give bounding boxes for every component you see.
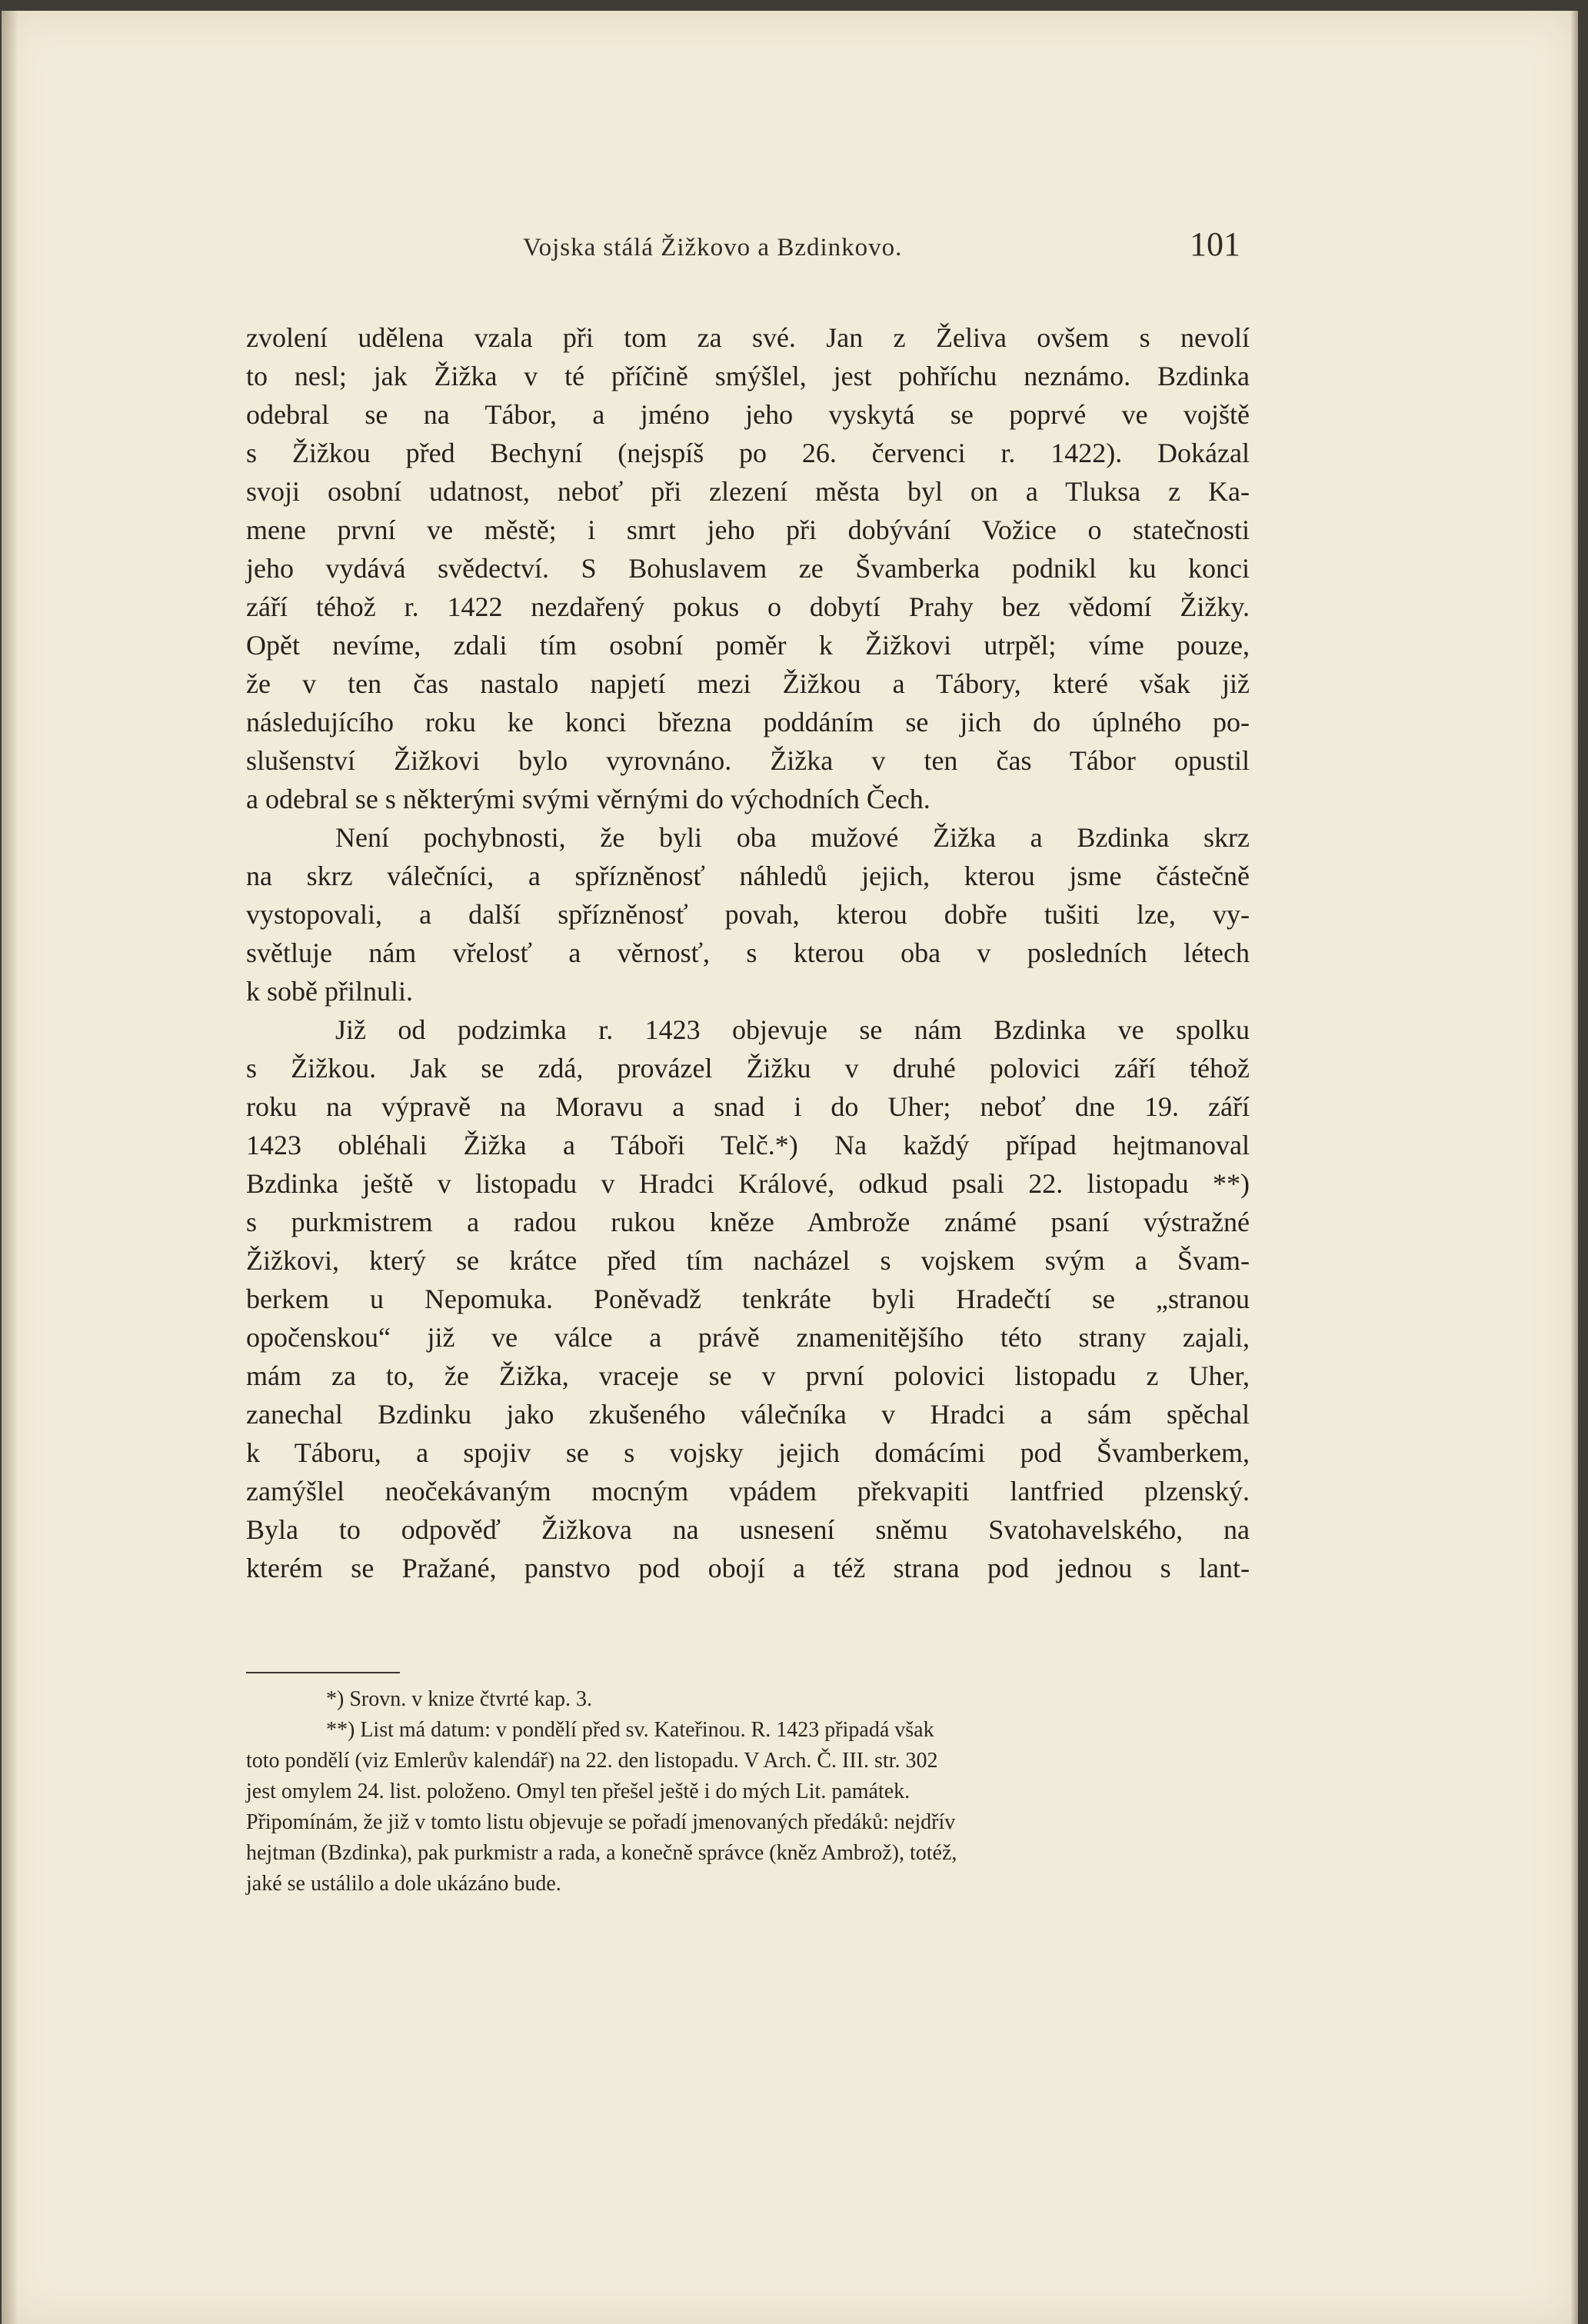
running-title: Vojska stálá Žižkovo a Bzdinkovo. <box>523 234 903 261</box>
text-line: s Žižkou. Jak se zdá, provázel Žižku v druhé polovici září téhož <box>246 1053 1250 1084</box>
page-number: 101 <box>1190 225 1240 263</box>
page-edge-shadow <box>1570 11 1578 2324</box>
text-line: zamýšlel neočekávaným mocným vpádem překvapiti lantfried plzenský. <box>246 1476 1250 1507</box>
text-line: opočenskou“ již ve válce a právě znamenitějšího této strany zajali, <box>246 1322 1250 1353</box>
text-line: roku na výpravě na Moravu a snad i do Uher; neboť dne 19. září <box>246 1091 1250 1122</box>
footnote-line: jaké se ustálilo a dole ukázáno bude. <box>246 1872 561 1896</box>
text-line: že v ten čas nastalo napjetí mezi Žižkou a Tábory, které však již <box>246 668 1250 699</box>
text-line: na skrz válečníci, a spřízněnosť náhledů jejich, kterou jsme částečně <box>246 861 1250 891</box>
text-line: následujícího roku ke konci března poddáním se jich do úplného po- <box>246 707 1250 737</box>
text-line: Bzdinka ještě v listopadu v Hradci Králové, odkud psali 22. listopadu **) <box>246 1168 1250 1199</box>
page-header <box>246 225 1250 271</box>
footnotes <box>246 1684 1250 1899</box>
page-gutter-shadow <box>2 11 18 2324</box>
text-line: to nesl; jak Žižka v té příčině smýšlel, jest pohříchu neznámo. Bzdinka <box>246 361 1250 391</box>
text-line: Byla to odpověď Žižkova na usnesení sněmu Svatohavelského, na <box>246 1514 1250 1545</box>
text-line: s Žižkou před Bechyní (nejspíš po 26. červenci r. 1422). Dokázal <box>246 438 1250 468</box>
text-line: a odebral se s některými svými věrnými do východních Čech. <box>246 784 930 814</box>
text-line: Žižkovi, který se krátce před tím nacházel s vojskem svým a Švam- <box>246 1245 1250 1276</box>
footnote-line: **) List má datum: v pondělí před sv. Kateřinou. R. 1423 připadá však <box>326 1718 934 1742</box>
text-line: září téhož r. 1422 nezdařený pokus o dobytí Prahy bez vědomí Žižky. <box>246 591 1250 622</box>
text-line: světluje nám vřelosť a věrnosť, s kterou oba v posledních létech <box>246 937 1250 968</box>
text-line: odebral se na Tábor, a jméno jeho vyskytá se poprvé ve vojště <box>246 399 1250 430</box>
text-line: jeho vydává svědectví. S Bohuslavem ze Švamberka podnikl ku konci <box>246 553 1250 584</box>
main-text <box>246 318 1250 1587</box>
text-line: mene první ve městě; i smrt jeho při dobývání Vožice o statečnosti <box>246 514 1250 545</box>
footnote-line: Připomínám, že již v tomto listu objevuje se pořadí jmenovaných předáků: nejdřív <box>246 1810 956 1834</box>
footnote-line: jest omylem 24. list. položeno. Omyl ten přešel ještě i do mých Lit. památek. <box>246 1780 911 1803</box>
footnote-divider <box>246 1672 400 1673</box>
text-line: Opět nevíme, zdali tím osobní poměr k Žižkovi utrpěl; víme pouze, <box>246 630 1250 661</box>
text-line: Již od podzimka r. 1423 objevuje se nám Bzdinka ve spolku <box>335 1014 1250 1045</box>
text-line: kterém se Pražané, panstvo pod obojí a též strana pod jednou s lant- <box>246 1553 1250 1583</box>
footnote-line: *) Srovn. v knize čtvrté kap. 3. <box>326 1687 593 1711</box>
footnote-line: hejtman (Bzdinka), pak purkmistr a rada, a konečně správce (kněz Ambrož), totéž, <box>246 1841 957 1865</box>
text-line: Není pochybnosti, že byli oba mužové Žižka a Bzdinka skrz <box>335 822 1250 853</box>
text-line: 1423 obléhali Žižka a Táboři Telč.*) Na každý případ hejtmanoval <box>246 1130 1250 1160</box>
text-line: zanechal Bzdinku jako zkušeného válečníka v Hradci a sám spěchal <box>246 1399 1250 1430</box>
text-line: vystopovali, a další spřízněnosť povah, kterou dobře tušiti lze, vy- <box>246 899 1250 930</box>
text-line: berkem u Nepomuka. Poněvadž tenkráte byli Hradečtí se „stranou <box>246 1284 1250 1314</box>
text-line: k Táboru, a spojiv se s vojsky jejich domácími pod Švamberkem, <box>246 1437 1250 1468</box>
text-line: zvolení udělena vzala při tom za své. Jan z Želiva ovšem s nevolí <box>246 322 1250 353</box>
footnote-line: toto pondělí (viz Emlerův kalendář) na 22. den listopadu. V Arch. Č. III. str. 302 <box>246 1749 938 1773</box>
text-line: slušenství Žižkovi bylo vyrovnáno. Žižka v ten čas Tábor opustil <box>246 745 1250 776</box>
text-line: s purkmistrem a radou rukou kněze Ambrože známé psaní výstražné <box>246 1207 1250 1237</box>
text-line: svoji osobní udatnost, neboť při zlezení města byl on a Tluksa z Ka- <box>246 476 1250 507</box>
text-line: k sobě přilnuli. <box>246 976 413 1007</box>
text-line: mám za to, že Žižka, vraceje se v první polovici listopadu z Uher, <box>246 1360 1250 1391</box>
